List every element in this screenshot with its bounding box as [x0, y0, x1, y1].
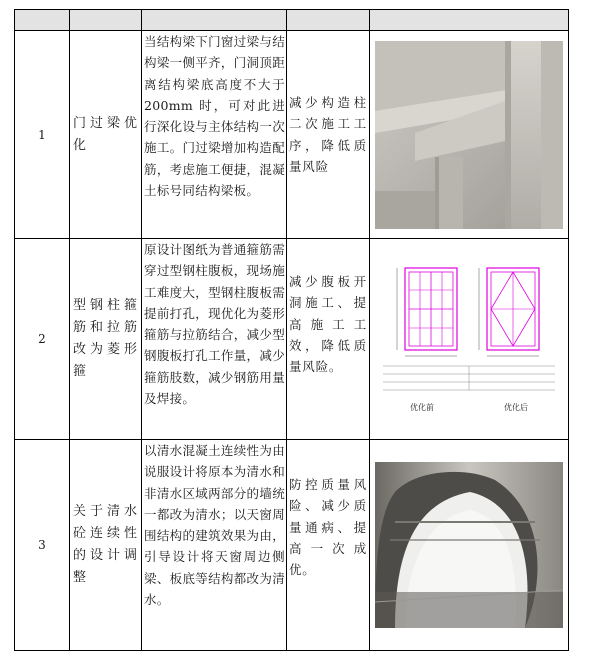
fair-faced-concrete-photo [375, 462, 563, 628]
row-number: 1 [15, 31, 70, 239]
item-name: 型钢柱箍筋和拉筋改为菱形箍 [70, 239, 142, 440]
table-row [15, 31, 569, 239]
row-number: 3 [15, 440, 70, 651]
item-result: 防控质量风险、减少质量通病、提高一次成优。 [287, 440, 370, 651]
image-cell [370, 31, 569, 239]
rebar-section-drawing [375, 260, 563, 418]
optimization-table [14, 9, 569, 651]
table-header-row [15, 10, 569, 31]
header-cell [15, 10, 70, 31]
item-result: 减少腹板开洞施工、提高施工工效，降低质量风险。 [287, 239, 370, 440]
item-description: 原设计图纸为普通箍筋需穿过型钢柱腹板，现场施工难度大，型钢柱腹板需提前打孔，现优化为菱形箍筋与拉筋结合，减少型钢腹板打孔工作量，减少箍筋肢数，减少钢筋用量及焊接。 [142, 239, 287, 440]
image-cell [370, 440, 569, 651]
concrete-beam-photo [375, 41, 563, 229]
caption-before: 优化前 [410, 403, 434, 412]
item-name: 关于清水砼连续性的设计调整 [70, 440, 142, 651]
row-number: 2 [15, 239, 70, 440]
table-row [15, 440, 569, 651]
item-description: 当结构梁下门窗过梁与结构梁一侧平齐，门洞顶距离结构梁底高度不大于 200mm 时，可对此进行深化设与主体结构一次施工。门过梁增加构造配筋，考虑施工便捷，混凝土标号同结构梁板。 [142, 31, 287, 239]
header-cell [370, 10, 569, 31]
table-row [15, 239, 569, 440]
item-name: 门过梁优化 [70, 31, 142, 239]
header-cell [142, 10, 287, 31]
item-result: 减少构造柱二次施工工序，降低质量风险 [287, 31, 370, 239]
image-cell [370, 239, 569, 440]
header-cell [70, 10, 142, 31]
caption-after: 优化后 [504, 403, 528, 412]
item-description: 以清水混凝土连续性为由说服设计将原本为清水和非清水区域两部分的墙统一都改为清水；以天窗周围结构的建筑效果为由，引导设计将天窗周边侧梁、板底等结构都改为清水。 [142, 440, 287, 651]
header-cell [287, 10, 370, 31]
